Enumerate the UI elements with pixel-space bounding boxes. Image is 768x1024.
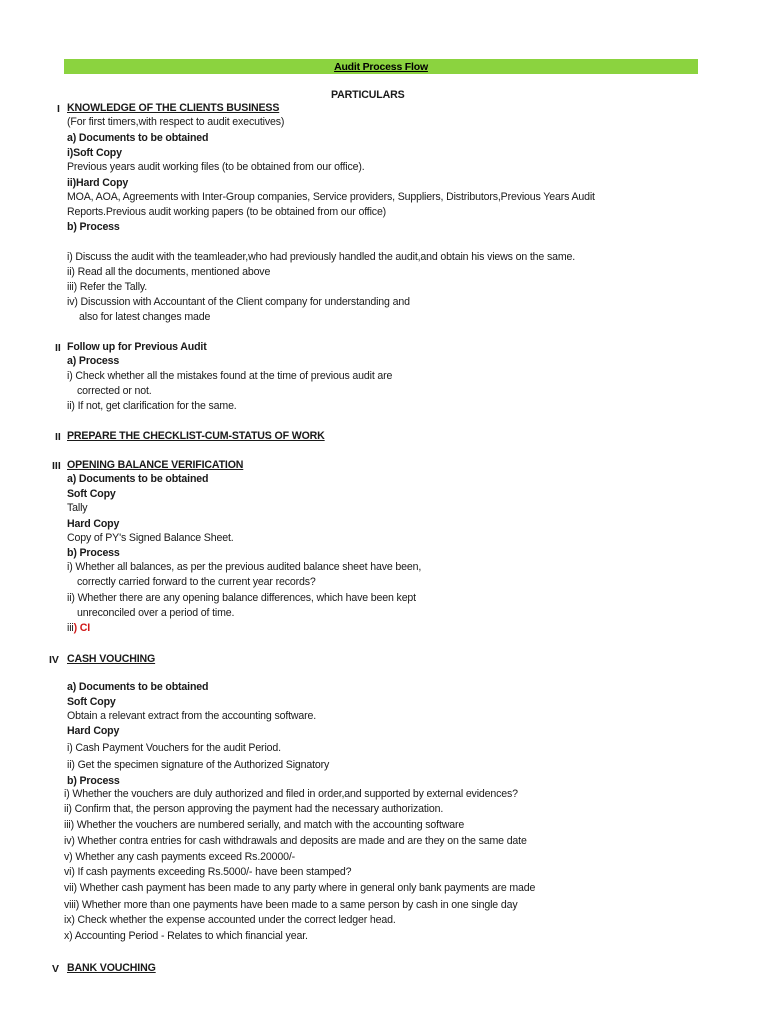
list-item: corrected or not.	[77, 385, 152, 397]
section-number: I	[57, 103, 60, 115]
title-banner	[64, 59, 698, 74]
subheading: a) Documents to be obtained	[67, 681, 209, 693]
list-item: i) Check whether all the mistakes found at the time of previous audit are	[67, 370, 393, 382]
subheading: ii)Hard Copy	[67, 177, 129, 189]
subheading: Soft Copy	[67, 696, 116, 708]
list-item: i) Discuss the audit with the teamleader,who had previously handled the audit,and obtain his views on the same.	[67, 251, 576, 263]
list-item: v) Whether any cash payments exceed Rs.20000/-	[64, 851, 295, 863]
body-text: Copy of PY's Signed Balance Sheet.	[67, 532, 234, 544]
subheading: b) Process	[67, 775, 120, 787]
subheading: Soft Copy	[67, 488, 116, 500]
subheading: b) Process	[67, 221, 120, 233]
body-text: MOA, AOA, Agreements with Inter-Group companies, Service providers, Suppliers, Distributors,Previous Years Audit	[67, 191, 595, 203]
subheading: Hard Copy	[67, 518, 120, 530]
subheading: a) Process	[67, 355, 120, 367]
list-item: ii) Whether there are any opening balance differences, which have been kept	[67, 592, 416, 604]
section-number: II	[55, 342, 61, 354]
subheading: a) Documents to be obtained	[67, 473, 209, 485]
list-item: i) Whether all balances, as per the previous audited balance sheet have been,	[67, 561, 422, 573]
list-item: vii) Whether cash payment has been made to any party where in general only bank payments are made	[64, 882, 536, 894]
subheading: i)Soft Copy	[67, 147, 122, 159]
section-note: (For first timers,with respect to audit executives)	[67, 116, 285, 128]
section-title: Follow up for Previous Audit	[67, 341, 207, 353]
list-item: also for latest changes made	[79, 311, 211, 323]
body-text: Tally	[67, 502, 88, 514]
subheading: a) Documents to be obtained	[67, 132, 209, 144]
list-item: ii) Get the specimen signature of the Authorized Signatory	[67, 759, 330, 771]
list-item: ix) Check whether the expense accounted under the correct ledger head.	[64, 914, 396, 926]
red-note: ) CI	[73, 622, 91, 634]
subheading: b) Process	[67, 547, 120, 559]
section-number: III	[52, 460, 61, 472]
document-title: Audit Process Flow	[334, 60, 428, 73]
list-item: i) Cash Payment Vouchers for the audit Period.	[67, 742, 281, 754]
section-title: PREPARE THE CHECKLIST-CUM-STATUS OF WORK	[67, 430, 325, 442]
list-item	[67, 622, 90, 635]
list-item: correctly carried forward to the current year records?	[77, 576, 316, 588]
body-text: Obtain a relevant extract from the accounting software.	[67, 710, 317, 722]
subheading: Hard Copy	[67, 725, 120, 737]
list-item: ii) Read all the documents, mentioned above	[67, 266, 271, 278]
list-item: iii) Whether the vouchers are numbered serially, and match with the accounting software	[64, 819, 465, 831]
section-title: BANK VOUCHING	[67, 962, 156, 974]
list-prefix: iii	[67, 622, 74, 634]
list-item: iv) Discussion with Accountant of the Client company for understanding and	[67, 296, 410, 308]
section-number: V	[52, 963, 60, 975]
list-item: i) Whether the vouchers are duly authorized and filed in order,and supported by external evidences?	[64, 788, 518, 800]
section-number: IV	[49, 654, 59, 666]
section-number: II	[55, 431, 61, 443]
list-item: vi) If cash payments exceeding Rs.5000/- have been stamped?	[64, 866, 352, 878]
list-item: x) Accounting Period - Relates to which financial year.	[64, 930, 308, 942]
list-item: unreconciled over a period of time.	[77, 607, 235, 619]
list-item: ii) If not, get clarification for the same.	[67, 400, 237, 412]
list-item: viii) Whether more than one payments have been made to a same person by cash in one single day	[64, 899, 518, 911]
section-title: OPENING BALANCE VERIFICATION	[67, 459, 244, 471]
section-title: KNOWLEDGE OF THE CLIENTS BUSINESS	[67, 102, 280, 114]
particulars-heading: PARTICULARS	[331, 89, 405, 101]
body-text: Reports.Previous audit working papers (to be obtained from our office)	[67, 206, 387, 218]
body-text: Previous years audit working files (to be obtained from our office).	[67, 161, 365, 173]
list-item: iv) Whether contra entries for cash withdrawals and deposits are made and are they on the same date	[64, 835, 527, 847]
section-title: CASH VOUCHING	[67, 653, 156, 665]
list-item: ii) Confirm that, the person approving the payment had the necessary authorization.	[64, 803, 444, 815]
list-item: iii) Refer the Tally.	[67, 281, 148, 293]
